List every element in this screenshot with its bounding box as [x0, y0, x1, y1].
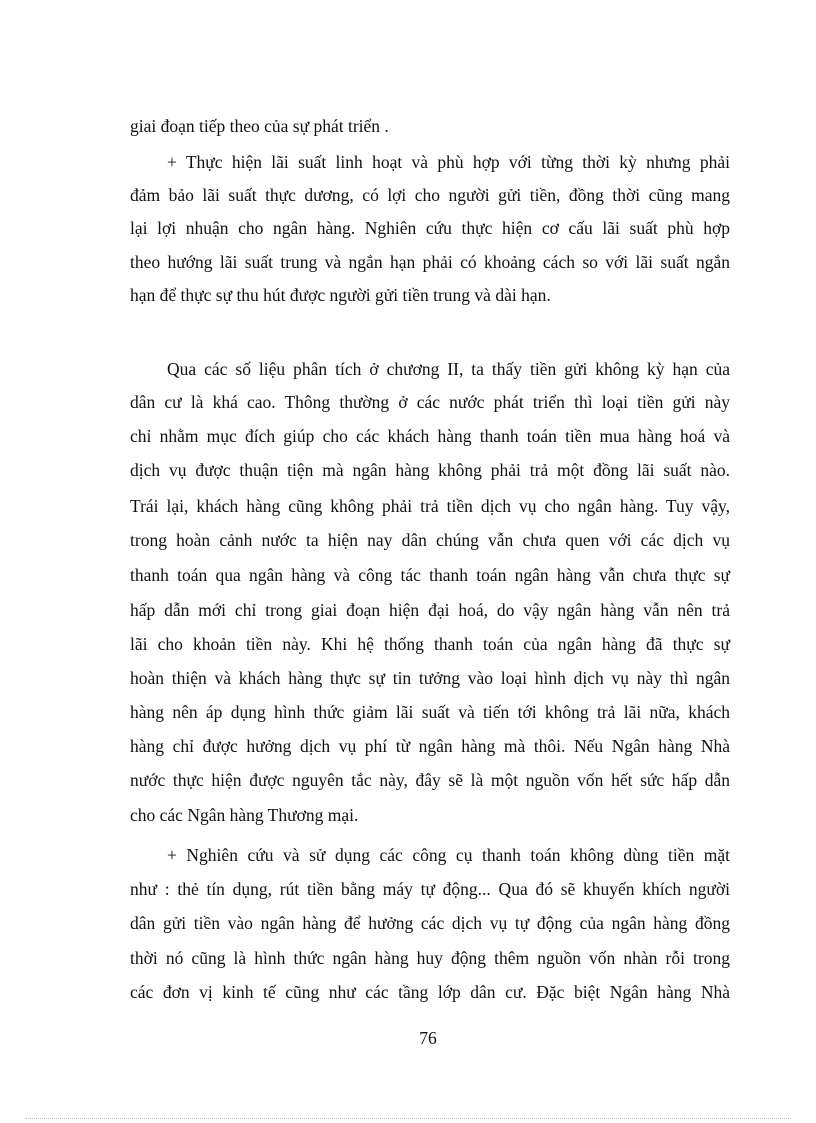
- text-line: lãi cho khoản tiền này. Khi hệ thống thanh toán của ngân hàng đã thực sự: [130, 634, 730, 654]
- text-line: thanh toán qua ngân hàng và công tác thanh toán ngân hàng vẫn chưa thực sự: [130, 565, 730, 585]
- text-line: theo hướng lãi suất trung và ngắn hạn phải có khoảng cách so với lãi suất ngắn: [130, 252, 730, 272]
- text-line: dân cư là khá cao. Thông thường ở các nước phát triển thì loại tiền gửi này: [130, 392, 730, 412]
- text-line: các đơn vị kinh tế cũng như các tầng lớp dân cư. Đặc biệt Ngân hàng Nhà: [130, 982, 730, 1002]
- text-line: đảm bảo lãi suất thực dương, có lợi cho người gửi tiền, đồng thời cũng mang: [130, 185, 730, 205]
- text-line: hàng chỉ được hưởng dịch vụ phí từ ngân hàng mà thôi. Nếu Ngân hàng Nhà: [130, 736, 730, 756]
- text-line: hạn để thực sự thu hút được người gửi tiền trung và dài hạn.: [130, 285, 551, 305]
- text-line: giai đoạn tiếp theo của sự phát triển .: [130, 116, 389, 136]
- text-line: Qua các số liệu phân tích ở chương II, ta thấy tiền gửi không kỳ hạn của: [167, 359, 730, 379]
- text-line: hàng nên áp dụng hình thức giảm lãi suất và tiến tới không trả lãi nữa, khách: [130, 702, 730, 722]
- text-line: hấp dẫn mới chỉ trong giai đoạn hiện đại hoá, do vậy ngân hàng vẫn nên trả: [130, 600, 730, 620]
- text-line: cho các Ngân hàng Thương mại.: [130, 805, 359, 825]
- text-line: lại lợi nhuận cho ngân hàng. Nghiên cứu thực hiện cơ cấu lãi suất phù hợp: [130, 218, 730, 238]
- text-line: Trái lại, khách hàng cũng không phải trả tiền dịch vụ cho ngân hàng. Tuy vậy,: [130, 496, 730, 516]
- text-line: hoàn thiện và khách hàng thực sự tin tưởng vào loại hình dịch vụ này thì ngân: [130, 668, 730, 688]
- text-line: nước thực hiện được nguyên tắc này, đây sẽ là một nguồn vốn hết sức hấp dẫn: [130, 770, 730, 790]
- text-line: dân gửi tiền vào ngân hàng để hưởng các dịch vụ tự động của ngân hàng đồng: [130, 913, 730, 933]
- text-line: + Nghiên cứu và sử dụng các công cụ thanh toán không dùng tiền mặt: [167, 845, 730, 865]
- text-line: trong hoàn cảnh nước ta hiện nay dân chúng vẫn chưa quen với các dịch vụ: [130, 530, 730, 550]
- text-line: dịch vụ được thuận tiện mà ngân hàng không phải trả một đồng lãi suất nào.: [130, 460, 730, 480]
- page-bottom-rule: [25, 1118, 791, 1119]
- page-number: 76: [419, 1028, 437, 1048]
- text-line: thời nó cũng là hình thức ngân hàng huy động thêm nguồn vốn nhàn rỗi trong: [130, 948, 730, 968]
- text-line: chỉ nhằm mục đích giúp cho các khách hàng thanh toán tiền mua hàng hoá và: [130, 426, 730, 446]
- text-line: + Thực hiện lãi suất linh hoạt và phù hợp với từng thời kỳ nhưng phải: [167, 152, 730, 172]
- text-line: như : thẻ tín dụng, rút tiền bằng máy tự động... Qua đó sẽ khuyến khích người: [130, 879, 730, 899]
